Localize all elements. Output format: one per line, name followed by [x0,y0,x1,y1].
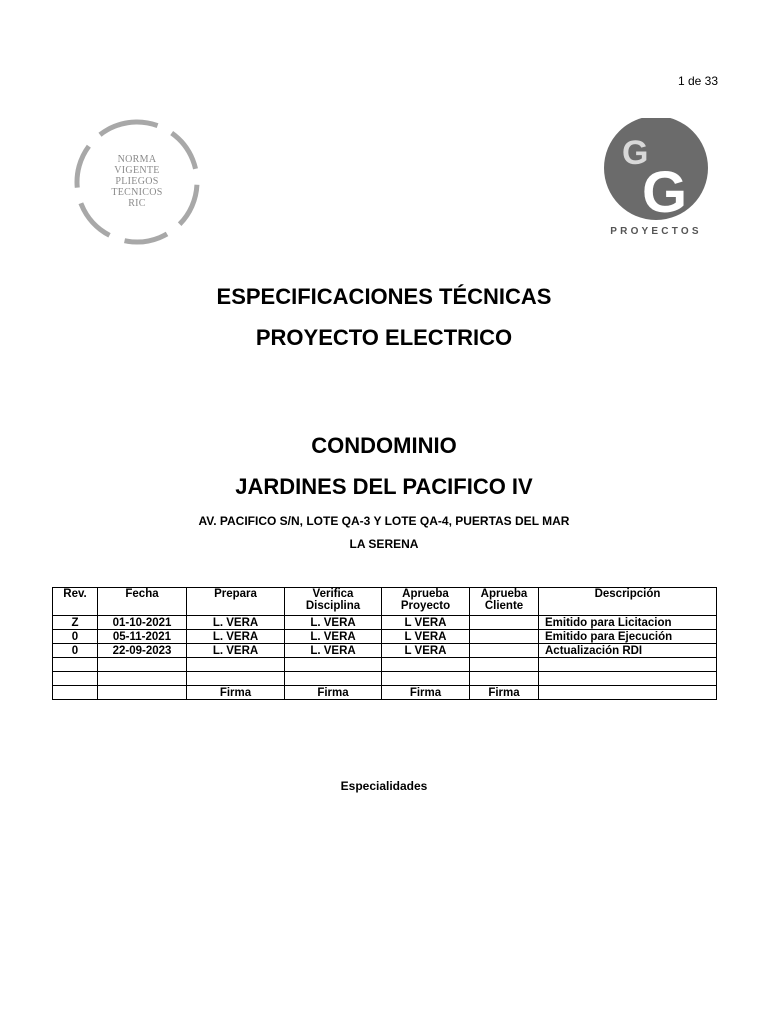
header-aprueba-proyecto: Aprueba Proyecto [382,588,470,616]
header-aprueba-cliente: Aprueba Cliente [470,588,539,616]
header-descripcion: Descripción [539,588,717,616]
svg-text:G: G [642,160,688,224]
logo-word: PROYECTOS [610,226,702,237]
cell-rev: 0 [53,644,98,658]
stamp-line: NORMA [117,154,157,165]
cell-rev: Z [53,616,98,630]
gg-proyectos-logo [598,118,714,240]
cell-aprueba-proyecto: L VERA [382,644,470,658]
header-fecha: Fecha [98,588,187,616]
cell-firma: Firma [285,686,382,700]
revision-table [52,587,717,700]
project-address: AV. PACIFICO S/N, LOTE QA-3 Y LOTE QA-4, PUERTAS DEL MAR [198,514,570,528]
cell-fecha [98,672,187,686]
doc-subtitle: PROYECTO ELECTRICO [255,325,513,350]
project-type: CONDOMINIO [311,433,457,458]
table-row [53,644,717,658]
gg-logo-icon [598,118,714,224]
cell-aprueba-proyecto [382,658,470,672]
cell-descripcion [539,658,717,672]
stamp-text [66,154,208,209]
project-name: JARDINES DEL PACIFICO IV [235,474,533,499]
stamp-line: RIC [128,198,146,209]
cell-verifica [285,658,382,672]
cell-descripcion: Emitido para Ejecución [539,630,717,644]
norma-stamp [66,118,208,246]
cell-firma: Firma [470,686,539,700]
cell-prepara: L. VERA [187,616,285,630]
cell-firma: Firma [187,686,285,700]
cell-descripcion [539,672,717,686]
svg-text:G: G [622,134,649,172]
project-city: LA SERENA [349,537,419,551]
cell-aprueba-proyecto: L VERA [382,616,470,630]
cell-fecha: 01-10-2021 [98,616,187,630]
especialidades-heading: Especialidades [340,779,428,793]
header-rev: Rev. [53,588,98,616]
cell-aprueba-cliente [470,672,539,686]
cell-descripcion: Actualización RDI [539,644,717,658]
cell-prepara [187,658,285,672]
table-row [53,616,717,630]
cell-verifica: L. VERA [285,630,382,644]
cell-fecha [98,686,187,700]
cell-rev [53,672,98,686]
cell-aprueba-cliente [470,630,539,644]
table-row [53,658,717,672]
cell-prepara [187,672,285,686]
table-row [53,630,717,644]
cell-aprueba-proyecto: L VERA [382,630,470,644]
cell-fecha: 05-11-2021 [98,630,187,644]
cell-verifica: L. VERA [285,644,382,658]
stamp-line: TECNICOS [111,187,163,198]
page-number: 1 de 33 [677,74,718,88]
stamp-line: PLIEGOS [115,176,159,187]
cell-aprueba-cliente [470,658,539,672]
doc-title: ESPECIFICACIONES TÉCNICAS [216,284,552,309]
table-header-row [53,588,717,616]
cell-prepara: L. VERA [187,644,285,658]
cell-descripcion: Emitido para Licitacion [539,616,717,630]
cell-aprueba-proyecto [382,672,470,686]
stamp-line: VIGENTE [114,165,160,176]
cell-descripcion [539,686,717,700]
header-verifica: Verifica Disciplina [285,588,382,616]
cell-firma: Firma [382,686,470,700]
cell-rev [53,658,98,672]
signature-row [53,686,717,700]
cell-rev [53,686,98,700]
table-row [53,672,717,686]
cell-aprueba-cliente [470,644,539,658]
cell-verifica: L. VERA [285,616,382,630]
cell-verifica [285,672,382,686]
cell-fecha [98,658,187,672]
cell-fecha: 22-09-2023 [98,644,187,658]
header-prepara: Prepara [187,588,285,616]
cell-rev: 0 [53,630,98,644]
cell-prepara: L. VERA [187,630,285,644]
cell-aprueba-cliente [470,616,539,630]
